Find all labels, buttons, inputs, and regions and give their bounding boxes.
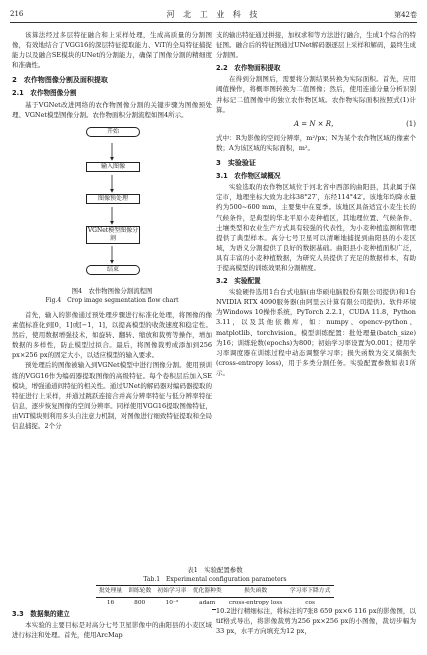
formula-number: (1)	[406, 119, 416, 128]
flow-chart	[12, 124, 212, 284]
bottom-right	[216, 606, 416, 650]
figure-caption-en: Fig.4 Crop image segmentation flow chart	[45, 296, 179, 304]
table-header-row	[96, 586, 334, 598]
subsection-heading: 2.1 农作物图像分割	[12, 89, 77, 98]
right-column	[216, 30, 416, 640]
bottom-left	[12, 606, 212, 650]
table-header: 批处理量	[98, 588, 123, 594]
paragraph: 实验选取的农作物区域位于河北省中西部的曲阳县，其隶属于保定市，地理坐标大致为北纬38°27′，东经114°42′。该地年均降水量约为500~600 mm，主要集中在夏季。该地区具备适宜小麦生长的气候条件，是典型的华北平原小麦种植区，其地理位置、气候条件、土壤类型和农业生产方式具有较强的代表性，为小麦种植监测和管理提供了典型样本。高分七号卫星可以清晰地捕捉到曲阳县的小麦区域，为语义分割提供了良好的数据基础。曲阳县小麦种植面积广泛，具有丰富的小麦种植数据，为研究人员提供了充足的数据样本，有助于提高模型的训练效果和分割精度。	[216, 183, 416, 272]
paragraph: 基于VGNet改进网络的农作物图像分割的关键步骤为图像预处理、VGNet模型图像分割。农作物面积分割流程如图4所示。	[12, 100, 212, 119]
page-header	[0, 0, 427, 24]
flow-input: 输入图像	[86, 162, 140, 172]
paragraph: 本实验的主要目标是对高分七号卫星影像中的曲阳县的小麦区域进行标注和处理。首先，使用ArcMap	[12, 621, 212, 640]
paragraph: 10.2进行精细标注，将标注的7张8 659 px×6 116 px的影像图，以tif格式导出，将影像裁剪为256 px×256 px的小图像，裁切步幅为33 px，水平方向填充为12 px，	[216, 607, 416, 636]
flow-segmentation: VGNet模型图像分割	[87, 226, 139, 242]
subsection-heading: 2.2 农作物面积提取	[216, 64, 281, 73]
section-heading: 2 农作物图像分割及面积提取	[12, 76, 108, 85]
flow-start: 开始	[86, 127, 140, 137]
table-header: 损失函数	[243, 588, 268, 594]
volume-number: 第42卷	[394, 11, 417, 19]
table-caption: 表1 实验配置参数	[187, 566, 243, 574]
table-header: 学习率下降方式	[289, 588, 331, 594]
section-heading: 3 实验验证	[216, 159, 256, 168]
flow-end: 结束	[86, 265, 140, 275]
table-cell: 800	[134, 600, 146, 606]
table-header: 优化器种类	[192, 588, 222, 594]
header-rule	[10, 22, 417, 23]
table-cell: 10⁻³	[165, 600, 179, 606]
paragraph: 实验硬件选用1台台式电脑(由华硕电脑股份有限公司提供)和1台NVIDIA RTX 4090服务器(由阿里云计算有限公司提供)。软件环境为Windows 10操作系统，PyTorch 2.2.1，CUDA 11.8，Python 3.11，以及其他依赖库，如：numpy、opencv-python、matplotlib、torchvision。模型训练配置：批处理量(batch_size)为16；训练轮数(epochs)为800；初始学习率设置为0.001；使用学习率调度器在训练过程中动态调整学习率；损失函数为交叉熵损失(cross-entropy loss)，用于多类分割任务。实验配置参数如表1所示。	[216, 288, 416, 377]
subsection-heading: 3.1 农作物区域概况	[216, 172, 281, 181]
config-table-block	[96, 561, 334, 610]
flow-arrows	[12, 124, 212, 284]
left-column	[12, 30, 212, 640]
table-cell: adam	[199, 600, 216, 606]
figure-caption: 图4 农作物图像分割流程图	[71, 286, 153, 295]
table-header: 训练轮数	[128, 588, 152, 594]
journal-title: 河 北 工 业 科 技	[166, 10, 261, 19]
paragraph: 预处理后的图像被输入到VGNet模型中进行图像分割。使用预训练的VGG16作为编码器提取图像的高级特征。每个卷积层后加入SE模块，增强通道间特征的相关性。通过UNet的解码器对编码器提取的特征进行上采样，并通过跳跃连接合并高分辨率特征与低分辨率特征信息，逐步恢复图像的空间分辨率。同样使用VGG16提取图像特征，由ViT模块则利用多头自注意力机制，对图像进行细致特征提取和全局信息捕捉。2个分	[12, 361, 212, 430]
table-cell: cos	[305, 600, 315, 606]
paragraph: 首先，输入的影像通过预处理步骤进行标准化处理，将图像的像素值标准化到[0，1]或[−1，1]，以提高模型的收敛速度和稳定性。然后，使用数据增强技术，如旋转、翻转、缩放和裁剪等操作，增加数据的多样性，防止模型过拟合。最后，将图像裁剪成添加到256 px×256 px的固定大小，以适应模型的输入要求。	[12, 310, 212, 360]
subsection-heading: 3.3 数据集的建立	[12, 610, 70, 618]
table-caption-en: Tab.1 Experimental configuration parameters	[143, 576, 287, 583]
paragraph: 支的输出特征通过拼接，加权求和等方法进行融合，生成1个综合的特征图。融合后的特征图通过UNet解码器逐层上采样和解码，最终生成分割图。	[216, 31, 416, 60]
formula	[216, 119, 416, 129]
subsection-heading: 3.2 实验配置	[216, 277, 261, 286]
page-number: 216	[10, 10, 24, 18]
formula-expression: A = N × R，	[293, 119, 339, 128]
paragraph: 在得到分割图后，需要将分割结果转换为实际面积。首先，应用阈值操作，将概率图转换为二值图像；然后，使用连通分量分析识别并标记二值图像中的独立农作物区域。农作物实际面积按照式(1)计算。	[216, 75, 416, 114]
paragraph: 式中：R为影像的空间分辨率，m²/px；N为某个农作物区域的像素个数；A为该区域的实际面积，m²。	[216, 133, 416, 152]
table-header: 初始学习率	[157, 588, 187, 594]
flow-preprocess: 图像预处理	[86, 194, 140, 204]
table-cell: 16	[106, 600, 115, 606]
table-cell: cross-entropy loss	[228, 600, 283, 606]
paragraph: 该算法经过多层特征融合和上采样处理，生成高质量的分割图像，有效地结合了VGG16的深层特征提取能力、ViT的全局特征捕捉能力以及融合SE模块的UNet的分割能力，确保了图像分割的精细度和准确性。	[12, 31, 212, 70]
